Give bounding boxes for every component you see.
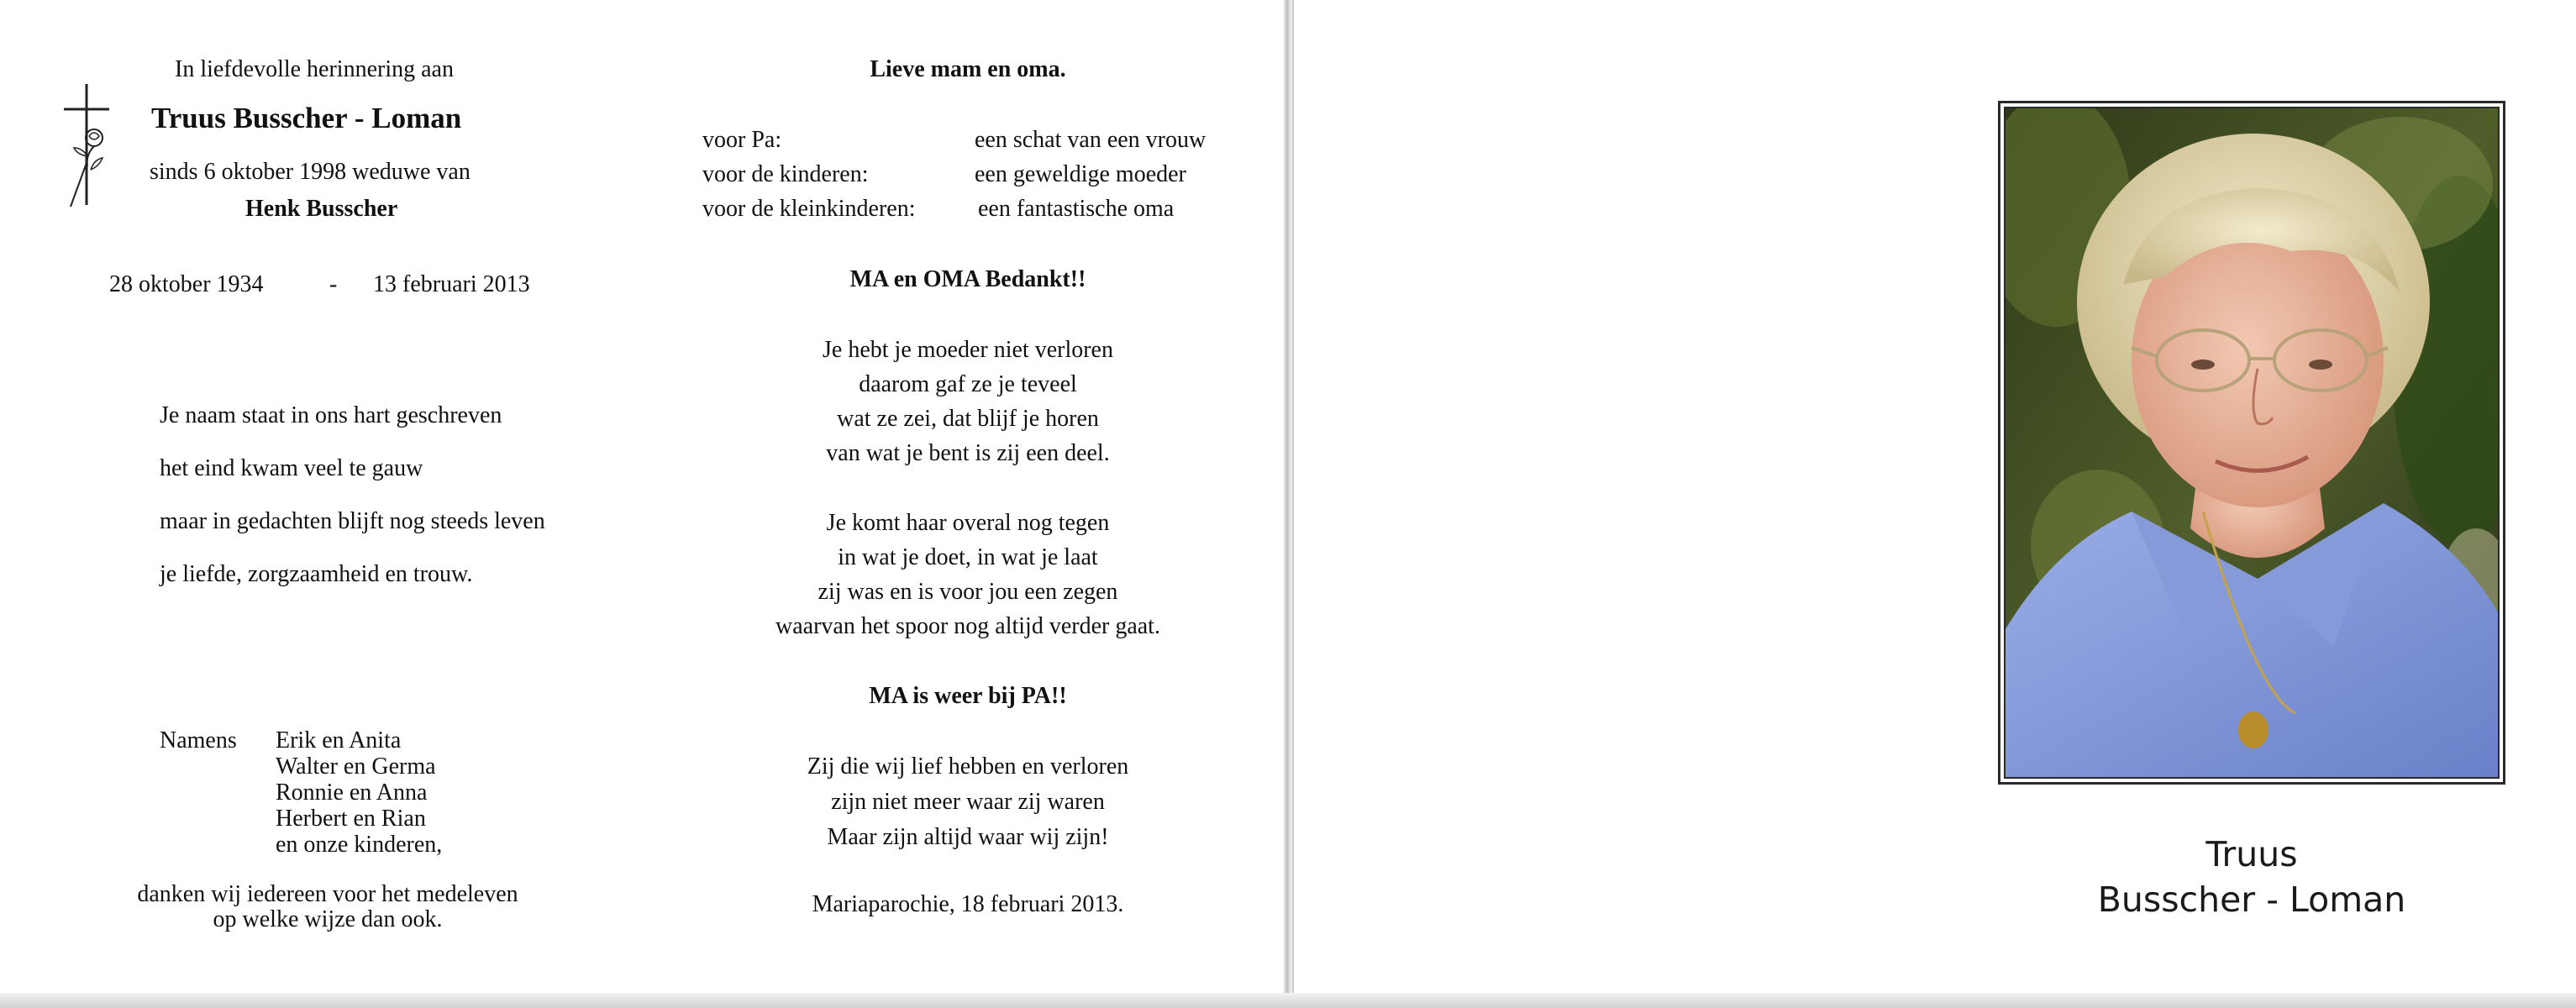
dedication-label: voor de kinderen: bbox=[702, 161, 869, 187]
verse-line: Je hebt je moeder niet verloren bbox=[823, 337, 1113, 363]
portrait-image bbox=[2006, 108, 2498, 777]
portrait-photo bbox=[2004, 107, 2500, 779]
reunion-heading: MA is weer bij PA!! bbox=[869, 683, 1067, 709]
card-fold bbox=[1284, 0, 1292, 1008]
dedication-label: voor de kleinkinderen: bbox=[702, 196, 916, 222]
deceased-name: Truus Busscher - Loman bbox=[151, 102, 462, 134]
dedication-value: een fantastische oma bbox=[978, 196, 1175, 222]
verse-line: Maar zijn altijd waar wij zijn! bbox=[827, 824, 1109, 850]
family-name-item: Herbert en Rian bbox=[276, 806, 426, 832]
cover-first-name: Truus bbox=[2205, 834, 2298, 874]
verse-line: Je komt haar overal nog tegen bbox=[826, 510, 1110, 536]
intro-line: In liefdevolle herinnering aan bbox=[175, 56, 454, 82]
verse-line: waarvan het spoor nog altijd verder gaat. bbox=[775, 613, 1160, 639]
verse-line: Zij die wij lief hebben en verloren bbox=[807, 753, 1129, 780]
card-fold-edge bbox=[1292, 0, 1294, 1008]
husband-name: Henk Busscher bbox=[245, 196, 398, 222]
dedication-value: een schat van een vrouw bbox=[975, 127, 1207, 153]
verse-line: van wat je bent is zij een deel. bbox=[826, 440, 1110, 466]
verse-line: zij was en is voor jou een zegen bbox=[817, 579, 1118, 605]
portrait-photo-frame bbox=[1998, 101, 2505, 785]
namens-label: Namens bbox=[160, 727, 237, 753]
verse-line: wat ze zei, dat blijf je horen bbox=[837, 406, 1099, 432]
page-bottom-edge bbox=[0, 993, 2576, 1008]
verse-line: zijn niet meer waar zij waren bbox=[831, 789, 1105, 815]
poem-line: Je naam staat in ons hart geschreven bbox=[160, 402, 502, 428]
dedication-value: een geweldige moeder bbox=[975, 161, 1186, 187]
thanks-heading: MA en OMA Bedankt!! bbox=[849, 266, 1086, 292]
birth-date: 28 oktober 1934 bbox=[109, 271, 264, 297]
poem-line: maar in gedachten blijft nog steeds leven bbox=[160, 508, 545, 534]
poem-line: het eind kwam veel te gauw bbox=[160, 455, 423, 481]
widow-line: sinds 6 oktober 1998 weduwe van bbox=[150, 159, 471, 185]
card-inner-spread bbox=[0, 0, 1285, 1000]
family-names bbox=[276, 727, 442, 858]
verse-line: daarom gaf ze je teveel bbox=[859, 371, 1077, 397]
place-date: Mariaparochie, 18 februari 2013. bbox=[812, 891, 1124, 917]
family-name-item: Ronnie en Anna bbox=[276, 780, 428, 806]
verse-line: in wat je doet, in wat je laat bbox=[838, 544, 1098, 570]
dedication-label: voor Pa: bbox=[702, 127, 782, 153]
thanks-line: danken wij iedereen voor het medeleven bbox=[137, 881, 518, 907]
death-date: 13 februari 2013 bbox=[373, 271, 530, 297]
cross-rose-icon bbox=[57, 79, 116, 213]
poem-line: je liefde, zorgzaamheid en trouw. bbox=[160, 561, 473, 587]
family-name-item: Walter en Germa bbox=[276, 753, 436, 780]
right-heading: Lieve mam en oma. bbox=[870, 56, 1066, 82]
thanks-line: op welke wijze dan ook. bbox=[213, 906, 443, 932]
family-name-item: Erik en Anita bbox=[276, 727, 402, 753]
family-name-item: en onze kinderen, bbox=[276, 832, 443, 858]
date-separator: - bbox=[329, 271, 338, 297]
cover-last-name: Busscher - Loman bbox=[2097, 879, 2406, 920]
